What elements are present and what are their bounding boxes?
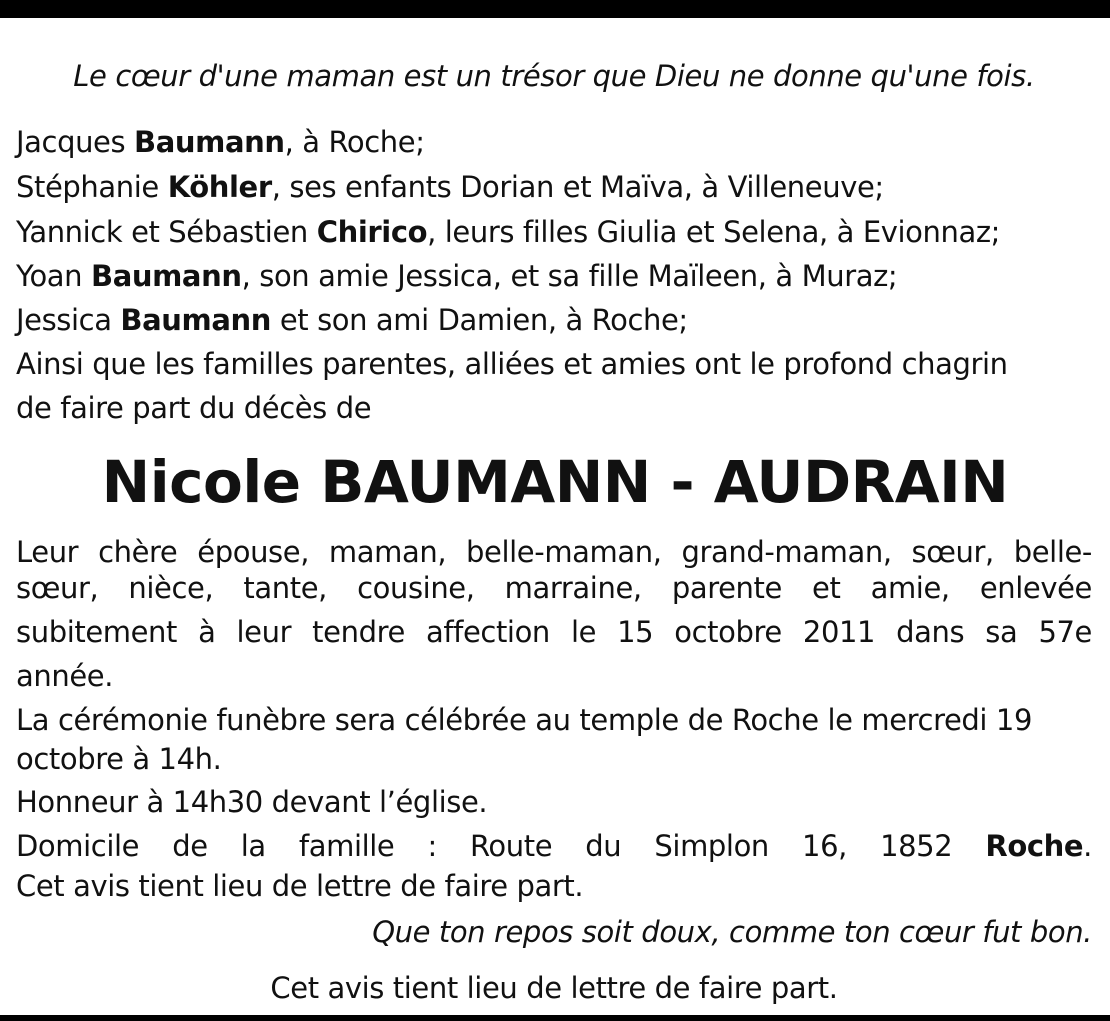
- family-line-3-before: Yannick et Sébastien: [16, 215, 317, 249]
- address-end: .: [1083, 829, 1092, 863]
- family-line-1-before: Jacques: [16, 125, 135, 159]
- body-line-1: Leur chère épouse, maman, belle-maman, grand-maman, sœur, belle-: [16, 535, 1092, 569]
- announcement-line-2: de faire part du décès de: [16, 391, 372, 425]
- deceased-name: Nicole BAUMANN - AUDRAIN: [101, 448, 1009, 516]
- family-line-4-name: Baumann: [90, 259, 242, 293]
- family-line-4-after: , son amie Jessica, et sa fille Maïleen, à Muraz;: [241, 259, 898, 293]
- top-border: [0, 0, 1110, 18]
- family-line-4-before: Yoan: [16, 259, 91, 293]
- body-line-8: [16, 824, 1092, 868]
- family-line-5: [16, 298, 1092, 342]
- family-line-1-after: , à Roche;: [284, 125, 425, 159]
- family-line-2-after: , ses enfants Dorian et Maïva, à Villeneuve;: [271, 170, 884, 204]
- family-line-5-name: Baumann: [120, 303, 272, 337]
- family-line-5-after: et son ami Damien, à Roche;: [271, 303, 688, 337]
- body-line-3: subitement à leur tendre affection le 15 octobre 2011 dans sa 57e: [16, 615, 1092, 649]
- family-line-2-before: Stéphanie: [16, 170, 168, 204]
- body-line-7: Honneur à 14h30 devant l’église.: [16, 785, 488, 819]
- family-line-1: [16, 120, 1092, 164]
- bottom-border: [0, 1015, 1110, 1021]
- body-line-2: sœur, nièce, tante, cousine, marraine, parente et amie, enlevée: [16, 571, 1092, 605]
- address-text: Domicile de la famille : Route du Simplon 16, 1852: [16, 829, 986, 863]
- family-line-4: [16, 254, 1092, 298]
- family-line-5-before: Jessica: [16, 303, 121, 337]
- opening-quote: Le cœur d'une maman est un trésor que Dieu ne donne qu'une fois.: [73, 59, 1035, 93]
- body-line-9: Cet avis tient lieu de lettre de faire part.: [16, 869, 584, 903]
- family-line-3: [16, 210, 1092, 254]
- closing-quote: Que ton repos soit doux, comme ton cœur fut bon.: [372, 915, 1092, 949]
- family-line-2: [16, 165, 1092, 209]
- body-line-6: octobre à 14h.: [16, 742, 222, 776]
- family-line-3-after: , leurs filles Giulia et Selena, à Evionnaz;: [427, 215, 1001, 249]
- body-line-4: année.: [16, 659, 114, 693]
- family-line-1-name: Baumann: [134, 125, 285, 159]
- announcement-line-1: Ainsi que les familles parentes, alliées et amies ont le profond chagrin: [16, 347, 1008, 381]
- family-line-2-name: Köhler: [167, 170, 272, 204]
- body-line-5: La cérémonie funèbre sera célébrée au temple de Roche le mercredi 19: [16, 703, 1033, 737]
- closing-note: Cet avis tient lieu de lettre de faire part.: [270, 971, 838, 1005]
- address-town: Roche: [985, 829, 1084, 863]
- family-line-3-name: Chirico: [316, 215, 428, 249]
